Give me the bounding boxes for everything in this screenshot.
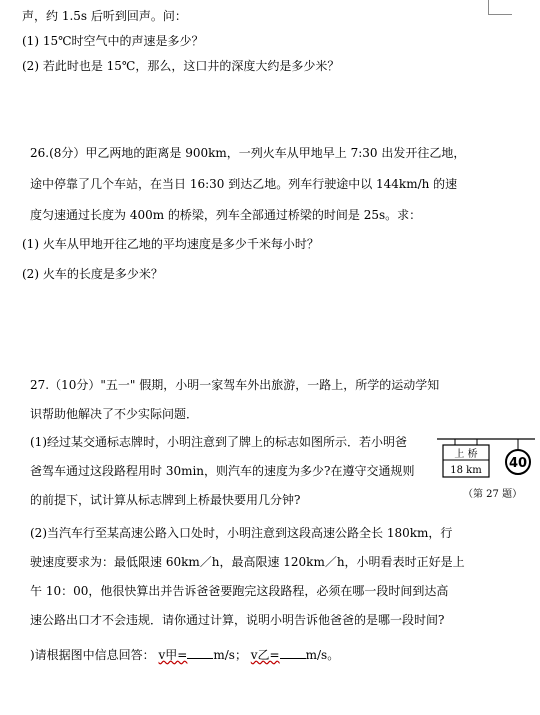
q27-line1: 27.（10分）"五一" 假期，小明一家驾车外出旅游，一路上，所学的运动学知 [30, 378, 440, 392]
q27-p1-line2: 爸驾车通过这段路程用时 30min，则汽车的速度为多少?在遵守交通规则 [30, 464, 415, 478]
speed-limit-text: 40 [508, 456, 528, 471]
v-jia-label: v甲= [158, 648, 188, 662]
q27-p1-line1: (1)经过某交通标志牌时，小明注意到了牌上的标志如图所示．若小明爸 [30, 435, 408, 449]
v-jia-blank[interactable] [187, 658, 213, 659]
q27-p1-line3: 的前提下，试计算从标志牌到上桥最快要用几分钟? [30, 493, 301, 507]
q27-p2-line3: 午 10：00，他很快算出并告诉爸爸要跑完这段路程，必须在哪一段时间到达高 [30, 584, 449, 598]
sign-bottom-text: 18 km [450, 465, 482, 476]
q25-sub2: (2) 若此时也是 15℃，那么，这口井的深度大约是多少米？ [22, 59, 340, 73]
q27-p2-line1: (2)当汽车行至某高速公路入口处时，小明注意到这段高速公路全长 180km，行 [30, 526, 453, 540]
q25-tail: 声，约 1.5s 后听到回声。问： [22, 9, 187, 23]
q27-answer-line [30, 647, 339, 663]
v-yi-blank[interactable] [280, 658, 306, 659]
v-yi-label: v乙= [250, 648, 280, 662]
figure-caption: （第 27 题） [463, 489, 523, 500]
page-corner-mark-vertical [488, 0, 489, 14]
q26-line3: 度匀速通过长度为 400m 的桥梁，列车全部通过桥梁的时间是 25s。求： [30, 208, 422, 222]
q25-sub1: (1) 15℃时空气中的声速是多少？ [22, 34, 204, 48]
q26-sub1: (1) 火车从甲地开往乙地的平均速度是多少千米每小时？ [22, 237, 319, 251]
unit-1: m/s； [213, 648, 247, 662]
q27-p2-line4: 速公路出口才不会违规．请你通过计算，说明小明告诉他爸爸的是哪一段时间? [30, 613, 445, 627]
q26-line1: 26.(8分）甲乙两地的距离是 900km，一列火车从甲地早上 7:30 出发开往乙地， [30, 146, 466, 160]
q26-sub2: (2) 火车的长度是多少米？ [22, 267, 163, 281]
answer-prefix: )请根据图中信息回答： [30, 648, 155, 662]
page-corner-mark-horizontal [488, 14, 512, 15]
q27-line2: 识帮助他解决了不少实际问题． [30, 407, 199, 421]
traffic-sign-svg [435, 437, 535, 487]
sign-top-text: 上 桥 [454, 449, 478, 460]
q26-line2: 途中停靠了几个车站，在当日 16:30 到达乙地。列车行驶途中以 144km/h 的速 [30, 177, 458, 191]
unit-2: m/s。 [305, 648, 340, 662]
q27-p2-line2: 驶速度要求为：最低限速 60km／h，最高限速 120km／h，小明看表时正好是上 [30, 555, 465, 569]
